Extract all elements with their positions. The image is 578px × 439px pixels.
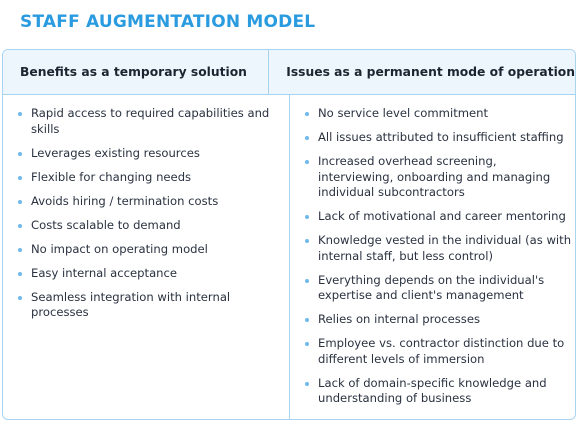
issue-item xyxy=(304,154,575,201)
issue-item xyxy=(304,209,575,225)
bullet-icon xyxy=(18,152,22,156)
bullet-icon xyxy=(305,279,309,283)
issue-text: Employee vs. contractor distinction due to different levels of immersion xyxy=(318,336,565,366)
bullet-icon xyxy=(18,200,22,204)
issue-text: No service level commitment xyxy=(318,106,489,120)
issues-list xyxy=(304,106,575,407)
benefit-text: Flexible for changing needs xyxy=(31,169,192,184)
benefit-item xyxy=(17,266,289,282)
bullet-icon xyxy=(305,342,309,346)
bullet-icon xyxy=(18,272,22,276)
benefit-item xyxy=(17,194,289,210)
benefit-text: Leverages existing resources xyxy=(31,145,200,160)
benefit-text: Easy internal acceptance xyxy=(31,265,178,280)
benefit-item xyxy=(17,218,289,234)
benefits-column xyxy=(3,95,290,419)
benefits-header: Benefits as a temporary solution xyxy=(3,50,269,94)
benefit-item xyxy=(17,242,289,258)
benefit-item xyxy=(17,106,289,137)
benefit-text: No impact on operating model xyxy=(31,241,208,256)
issue-item xyxy=(304,336,575,367)
table-header xyxy=(3,50,575,95)
benefit-text: Avoids hiring / termination costs xyxy=(31,193,219,208)
issue-item xyxy=(304,233,575,264)
issue-item xyxy=(304,312,575,328)
benefit-text: Costs scalable to demand xyxy=(31,217,181,232)
bullet-icon xyxy=(305,318,309,322)
issue-item xyxy=(304,106,575,122)
issue-text: Increased overhead screening, interviewing, onboarding and managing individual subcontractors xyxy=(318,154,551,199)
issues-header: Issues as a permanent mode of operation xyxy=(286,65,575,79)
benefits-list xyxy=(17,106,289,321)
comparison-table xyxy=(2,49,576,420)
bullet-icon xyxy=(305,239,309,243)
bullet-icon xyxy=(18,224,22,228)
issue-text: Everything depends on the individual's expertise and client's management xyxy=(318,272,545,302)
bullet-icon xyxy=(18,296,22,300)
issue-text: All issues attributed to insufficient staffing xyxy=(318,130,564,144)
bullet-icon xyxy=(305,160,309,164)
bullet-icon xyxy=(305,136,309,140)
table-body xyxy=(3,95,575,419)
bullet-icon xyxy=(18,176,22,180)
bullet-icon xyxy=(305,112,309,116)
issue-item xyxy=(304,273,575,304)
issue-item xyxy=(304,376,575,407)
issue-item xyxy=(304,130,575,146)
page-title: STAFF AUGMENTATION MODEL xyxy=(20,12,316,32)
issue-text: Lack of motivational and career mentoring xyxy=(318,209,566,223)
issues-column xyxy=(290,95,575,419)
issue-text: Relies on internal processes xyxy=(318,312,480,326)
bullet-icon xyxy=(305,215,309,219)
benefit-item xyxy=(17,146,289,162)
bullet-icon xyxy=(305,382,309,386)
benefit-text: Rapid access to required capabilities and skills xyxy=(31,106,270,136)
bullet-icon xyxy=(18,248,22,252)
benefit-item xyxy=(17,290,289,321)
issue-text: Knowledge vested in the individual (as with internal staff, but less control) xyxy=(318,233,572,263)
bullet-icon xyxy=(18,112,22,116)
benefit-item xyxy=(17,170,289,186)
benefit-text: Seamless integration with internal processes xyxy=(31,289,231,319)
issue-text: Lack of domain-specific knowledge and understanding of business xyxy=(318,375,547,405)
